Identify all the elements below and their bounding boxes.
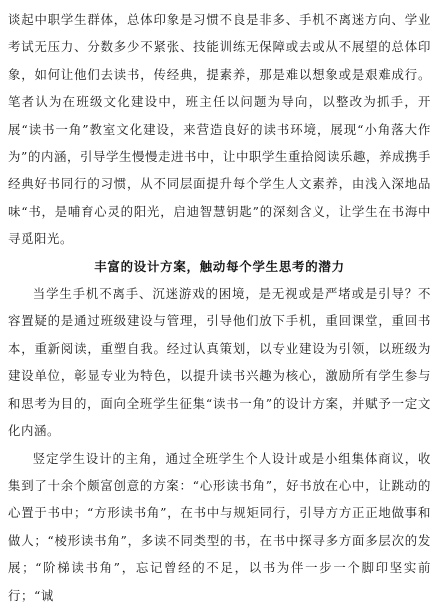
body-paragraph-2: 竖定学生设计的主角，通过全班学生个人设计或是小组集体商议，收集到了十余个颇富创意的方案：“心形读书角”，好书放在心中，让跳动的心置于书中；“方形读书角”，在书中与规矩同行，引导方方正正地做事和做人；“棱形读书角”，多读不同类型的书，在书中探寻多方面多层次的发展；“阶梯读书角”，忘记曾经的不足，以书为伴一步一个脚印坚实前行；“诚 bbox=[8, 450, 431, 603]
body-paragraph-1: 当学生手机不离手、沉迷游戏的困境，是无视或是严堵或是引导？不容置疑的是通过班级建设与管理，引导他们放下手机，重回课堂，重回书本，重新阅读，重塑自我。经过认真策划，以专业建设为引领，以班级为建设单位，彰显专业为特色，以提升读书兴趣为核心，激励所有学生参与和思考为目的，面向全班学生征集“读书一角”的设计方案，并赋予一定文化内涵。 bbox=[8, 286, 431, 439]
section-heading: 丰富的设计方案，触动每个学生思考的潜力 bbox=[94, 258, 345, 274]
intro-paragraph: 谈起中职学生群体，总体印象是习惯不良是非多、手机不离迷方向、学业考试无压力、分数多少不紧张、技能训练无保障或去或从不展望的总体印象，如何让他们去读书，传经典，提素养，那是难以想象或是艰难成行。笔者认为在班级文化建设中，班主任以问题为导向，以整改为抓手，开展“读书一角”教室文化建设，来营造良好的读书环境，展现“小角落大作为”的内涵，引导学生慢慢走进书中，让中职学生重拾阅读乐趣，养成携手经典好书同行的习惯，从不同层面提升每个学生人文素养，由浅入深地品味“书，是哺育心灵的阳光，启迪智慧钥匙”的深刻含义，让学生在书海中寻觅阳光。 bbox=[8, 12, 431, 247]
